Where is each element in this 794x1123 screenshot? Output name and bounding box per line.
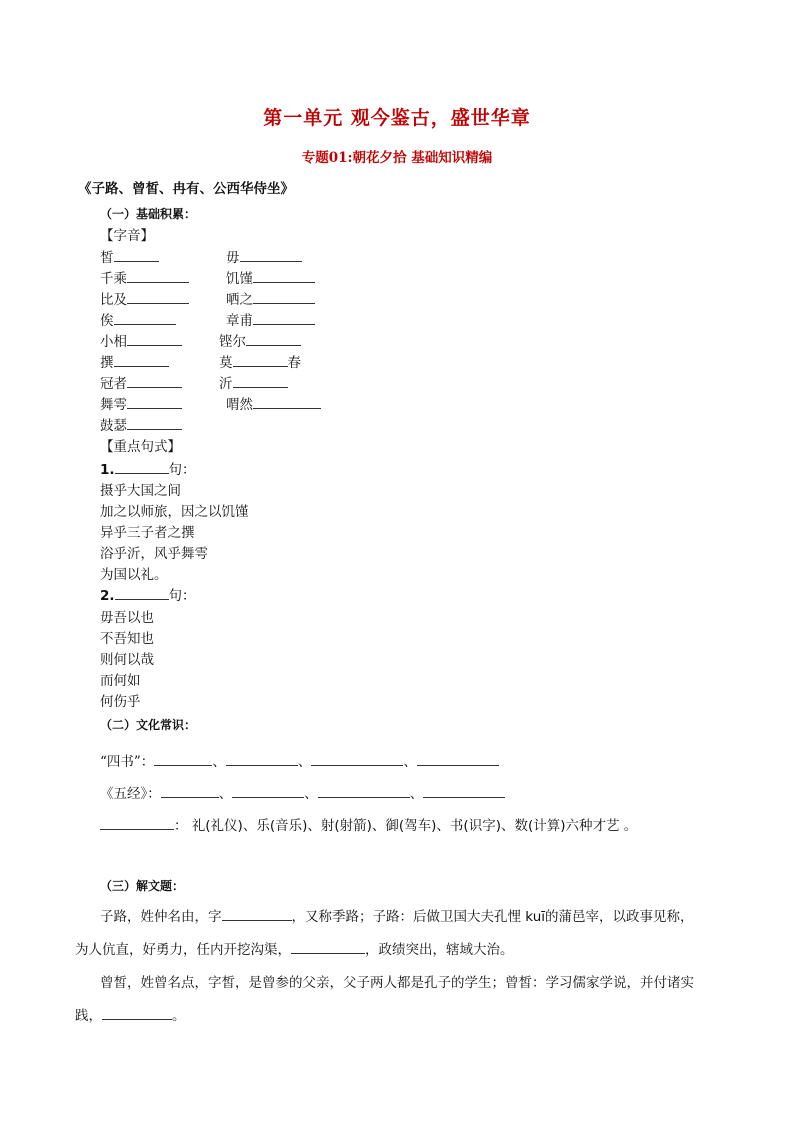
- pron-item: 饥馑: [226, 267, 315, 287]
- answer-blank[interactable]: [233, 353, 288, 367]
- answer-blank[interactable]: [114, 353, 169, 367]
- lesson-title: 《子路、曾皙、冉有、公西华侍坐》: [78, 181, 294, 197]
- sentence-item: 不吾知也: [100, 631, 154, 647]
- sentence-item: 摄乎大国之间: [100, 483, 181, 499]
- answer-blank[interactable]: [253, 290, 315, 304]
- section1-heading: （一）基础积累：: [100, 207, 197, 221]
- answer-blank[interactable]: [240, 248, 302, 262]
- sentence-label: 【重点句式】: [100, 439, 181, 455]
- answer-blank[interactable]: [423, 784, 505, 798]
- answer-blank[interactable]: [226, 752, 298, 766]
- sentence-item: 毋吾以也: [100, 610, 154, 626]
- pron-item: 皙: [100, 246, 159, 266]
- paragraph-zengxi: 曾皙，姓曾名点，字皙，是曾参的父亲，父子两人都是孔子的学生；曾皙：学习儒家学说，并付诸实 践， 。: [75, 975, 694, 1024]
- section2-heading: （二）文化常识：: [100, 718, 197, 732]
- answer-blank[interactable]: [100, 816, 174, 830]
- pronunciation-label: 【字音】: [100, 228, 154, 244]
- answer-blank[interactable]: [232, 784, 304, 798]
- sentence-item: 而何如: [100, 673, 141, 689]
- pron-item: 喟然: [226, 393, 321, 413]
- group2-header: 2. 句：: [100, 588, 196, 604]
- answer-blank[interactable]: [115, 586, 169, 600]
- sentence-item: 浴乎沂，风乎舞雩: [100, 546, 208, 562]
- section3-heading: （三）解文题：: [100, 879, 185, 893]
- six-arts-row: ： 礼(礼仪)、乐(音乐)、射(射箭)、御(驾车)、书(识字)、数(计算)六种才艺 。: [100, 814, 637, 834]
- document-subtitle: 专题01:朝花夕拾 基础知识精编: [301, 150, 493, 166]
- sentence-item: 异乎三子者之撰: [100, 525, 195, 541]
- answer-blank[interactable]: [127, 332, 182, 346]
- pron-item: 小相: [100, 330, 182, 350]
- pron-item: 比及: [100, 288, 189, 308]
- answer-blank[interactable]: [154, 752, 212, 766]
- answer-blank[interactable]: [253, 395, 321, 409]
- answer-blank[interactable]: [253, 311, 315, 325]
- answer-blank[interactable]: [127, 269, 189, 283]
- paragraph-zilu: 子路，姓仲名由，字 ，又称季路；子路：后做卫国大夫孔悝 kuī的蒲邑宰，以政事见称， 为人伉直，好勇力，任内开挖沟渠， ，政绩突出，辖域大治。: [75, 909, 694, 958]
- answer-blank[interactable]: [311, 752, 403, 766]
- pron-item: 章甫: [226, 309, 315, 329]
- answer-blank[interactable]: [291, 940, 365, 954]
- group1-header: 1. 句：: [100, 462, 196, 478]
- document-title: 第一单元 观今鉴古，盛世华章: [263, 107, 531, 129]
- answer-blank[interactable]: [253, 269, 315, 283]
- answer-blank[interactable]: [102, 1006, 172, 1020]
- pron-item: 毋: [226, 246, 302, 266]
- pron-item: 哂之: [226, 288, 315, 308]
- sentence-item: 加之以师旅，因之以饥馑: [100, 504, 249, 520]
- pron-item: 撰: [100, 351, 169, 371]
- pron-item: 舞雩: [100, 393, 182, 413]
- pron-item: 俟: [100, 309, 176, 329]
- answer-blank[interactable]: [127, 416, 182, 430]
- answer-blank[interactable]: [233, 374, 288, 388]
- answer-blank[interactable]: [114, 311, 176, 325]
- answer-blank[interactable]: [222, 907, 292, 921]
- pron-item: 鼓瑟: [100, 414, 182, 434]
- sentence-item: 何伤乎: [100, 694, 141, 710]
- four-books-row: “四书”： 、 、 、: [100, 750, 499, 770]
- pron-item: 莫 春: [219, 355, 301, 371]
- answer-blank[interactable]: [115, 460, 169, 474]
- answer-blank[interactable]: [114, 248, 159, 262]
- answer-blank[interactable]: [127, 290, 189, 304]
- five-classics-row: 《五经》： 、 、 、: [100, 782, 505, 802]
- answer-blank[interactable]: [318, 784, 410, 798]
- answer-blank[interactable]: [246, 332, 301, 346]
- pron-item: 冠者: [100, 372, 182, 392]
- pron-item: 铿尔: [219, 330, 301, 350]
- answer-blank[interactable]: [127, 395, 182, 409]
- answer-blank[interactable]: [417, 752, 499, 766]
- pron-item: 沂: [219, 372, 288, 392]
- sentence-item: 为国以礼。: [100, 567, 168, 583]
- answer-blank[interactable]: [161, 784, 219, 798]
- pron-item: 千乘: [100, 267, 189, 287]
- answer-blank[interactable]: [127, 374, 182, 388]
- sentence-item: 则何以哉: [100, 652, 154, 668]
